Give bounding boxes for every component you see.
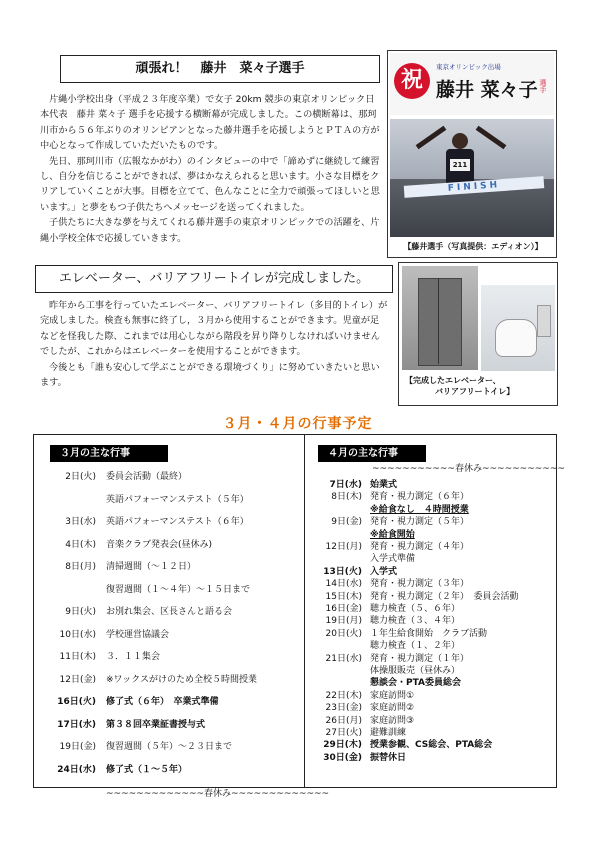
schedule-date xyxy=(304,665,362,678)
section2-title: エレベーター、バリアフリートイレが完成しました。 xyxy=(58,271,370,286)
schedule-event: 発育・視力測定（５年） xyxy=(370,517,470,528)
schedule-date xyxy=(34,494,96,507)
schedule-date: 4日(木) xyxy=(65,539,96,550)
schedule-date: 13日(火) xyxy=(323,566,362,577)
section2-body xyxy=(40,298,388,390)
schedule-event: 授業参観、CS総会、PTA総会 xyxy=(370,740,493,751)
section1-title-box xyxy=(60,55,380,83)
finish-tape: FINISH xyxy=(404,176,544,198)
schedule-date: 19日(月) xyxy=(325,616,362,627)
banner-small-text: 東京オリンピック出場 xyxy=(436,63,501,71)
schedule-event: 家庭訪問① xyxy=(370,690,415,701)
elevator-photo xyxy=(402,266,478,370)
schedule-event: ３．１１集会 xyxy=(106,652,161,662)
schedule-event: 修了式（１～５年） xyxy=(106,764,188,775)
schedule-date: 9日(金) xyxy=(331,517,362,528)
schedule-date xyxy=(304,640,362,653)
schedule-event: 発育・視力測定（３年） xyxy=(370,579,470,590)
schedule-heading: ３月・４月の行事予定 xyxy=(222,416,373,432)
schedule-event: 英語パフォーマンステスト（５年） xyxy=(106,494,249,505)
schedule-date: 12日(金) xyxy=(59,674,96,685)
schedule-date: 30日(金) xyxy=(323,752,362,763)
schedule-event: 聴力検査（５、６年） xyxy=(370,604,461,614)
schedule-date xyxy=(304,504,362,517)
facility-photo-frame xyxy=(398,262,558,406)
banner-image xyxy=(390,53,554,115)
schedule-event: 始業式 xyxy=(370,480,398,490)
schedule-date: 22日(木) xyxy=(325,690,362,701)
schedule-event: 発育・視力測定（６年） xyxy=(370,492,470,503)
section1-body xyxy=(40,92,380,246)
march-header: ３月の主な行事 xyxy=(50,445,168,462)
schedule-date: 15日(木) xyxy=(325,591,362,602)
schedule-event: 学校運営協議会 xyxy=(106,629,170,640)
schedule-event: ※ワックスがけのため全校５時間授業 xyxy=(106,674,258,685)
schedule-event: １年生給食開始 クラブ活動 xyxy=(370,628,488,639)
schedule-event: 復習週間（１～４年）～１５日まで xyxy=(106,584,251,595)
schedule-date: 12日(月) xyxy=(325,542,362,552)
runner-head xyxy=(452,133,468,149)
schedule-date xyxy=(304,677,362,690)
banner-suffix: 選手 xyxy=(539,79,547,93)
athlete-photo-frame xyxy=(387,50,557,258)
schedule-panel xyxy=(33,434,565,799)
schedule-date: 17日(水) xyxy=(57,719,96,730)
schedule-event: 発育・視力測定（４年） xyxy=(370,542,470,552)
schedule-event: 振替休日 xyxy=(370,752,407,763)
schedule-date: 8日(木) xyxy=(331,492,362,503)
schedule-event: ※給食なし ４時間授業 xyxy=(370,504,469,515)
athlete-photo-caption: 【藤井選手（写真提供：エディオン）】 xyxy=(403,242,543,251)
schedule-event: 入学式 xyxy=(370,566,398,577)
april-header: ４月の主な行事 xyxy=(318,445,426,462)
march-spring-break: ~~~~~~~~~~~~~春休み~~~~~~~~~~~~~ xyxy=(106,789,330,799)
section2-paragraph: 昨年から工事を行っていたエレベーター、バリアフリートイレ（多目的トイレ）が完成しました。検査も無事に終了し，３月から使用することができます。児童が足などを怪我した際、これまでは用心しながら階段を昇り降りしなければいけませんでしたが、これからはエレベーターを使用することができます。 xyxy=(40,300,388,358)
schedule-date: 21日(水) xyxy=(325,653,362,664)
schedule-date: 10日(水) xyxy=(59,629,96,640)
schedule-date: 27日(火) xyxy=(325,728,362,738)
schedule-date: 24日(水) xyxy=(57,764,96,775)
section2-title-box xyxy=(35,265,393,293)
april-spring-break: ~~~~~~~~~~~春休み~~~~~~~~~~~ xyxy=(372,464,565,474)
schedule-date: 23日(金) xyxy=(325,703,362,714)
schedule-event: 聴力検査（１、２年） xyxy=(370,641,461,652)
schedule-event: 入学式準備 xyxy=(370,554,416,565)
schedule-date: 11日(木) xyxy=(59,652,96,662)
celebration-seal: 祝 xyxy=(394,63,430,99)
schedule-date: 29日(木) xyxy=(323,740,362,751)
schedule-event: 復習週間（５年）～２３日まで xyxy=(106,742,233,752)
schedule-date: 7日(水) xyxy=(329,480,362,490)
section1-title: 頑張れ！ 藤井 菜々子選手 xyxy=(135,61,305,76)
schedule-event: 避難訓練 xyxy=(370,728,407,738)
schedule-date: 16日(火) xyxy=(57,697,96,707)
schedule-event: 英語パフォーマンステスト（６年） xyxy=(106,517,249,527)
bib-number: 211 xyxy=(450,159,470,171)
schedule-event: 家庭訪問③ xyxy=(370,715,415,726)
schedule-event: 発育・視力測定（１年） xyxy=(370,653,470,664)
schedule-date: 20日(火) xyxy=(325,628,362,639)
schedule-event: 聴力検査（３、４年） xyxy=(370,616,461,627)
schedule-event: 第３８回卒業証書授与式 xyxy=(106,719,206,730)
schedule-event: 懇談会・PTA委員総会 xyxy=(370,678,462,689)
schedule-date: 14日(水) xyxy=(325,579,362,590)
schedule-event: 発育・視力測定（２年） 委員会活動 xyxy=(370,591,519,602)
schedule-date xyxy=(304,553,362,566)
schedule-date: 16日(金) xyxy=(325,604,362,614)
schedule-date: 8日(月) xyxy=(65,562,96,572)
schedule-event: 委員会活動（最終） xyxy=(106,472,188,482)
facility-caption-line: バリアフリートイレ】 xyxy=(435,387,515,396)
schedule-event: 体操服販売（昼休み） xyxy=(370,666,461,676)
schedule-date: 26日(月) xyxy=(325,715,362,726)
section2-paragraph: 今後とも「誰も安心して学ぶことができる環境づくり」に努めていきたいと思います。 xyxy=(40,361,380,389)
schedule-event: 音楽クラブ発表会(昼休み) xyxy=(106,539,213,550)
schedule-date xyxy=(304,529,362,542)
schedule-date: 19日(金) xyxy=(59,742,96,752)
schedule-event: 家庭訪問② xyxy=(370,703,415,714)
schedule-event: 清掃週間（～１２日） xyxy=(106,562,197,572)
schedule-event: お別れ集会、区長さんと語る会 xyxy=(106,607,233,617)
toilet-photo xyxy=(481,285,555,371)
schedule-date xyxy=(34,584,96,597)
schedule-date: 2日(火) xyxy=(65,472,96,482)
section1-paragraph: 片縄小学校出身（平成２３年度卒業）で女子 20km 競歩の東京オリンピック日本代表 藤井 菜々子 選手を応援する横断幕が完成しました。この横断幕は、那珂川市から５６年ぶりのオリンピアンとなった藤井選手を応援しようとＰＴＡの方が中心となって作成していただいたものです。 xyxy=(40,94,380,152)
banner-name: 藤井 菜々子 xyxy=(436,79,538,101)
race-photo xyxy=(390,119,554,237)
section1-paragraph: 子供たちに大きな夢を与えてくれる藤井選手の東京オリンピックでの活躍を、片縄小学校全体で応援していきます。 xyxy=(40,217,380,244)
schedule-date: 3日(水) xyxy=(65,517,96,527)
schedule-date: 9日(火) xyxy=(65,607,96,617)
facility-photo-caption xyxy=(405,375,555,397)
schedule-event: ※給食開始 xyxy=(370,529,415,540)
section1-paragraph: 先日、那珂川市（広報なかがわ）のインタビューの中で「諦めずに継続して練習し、自分を信じることができれば、夢はかなえられると思います。小さな目標をクリアしていくことが大事。目標を立てて、色んなことに全力で頑張ってほしいと思います。」と夢をもつ子供たちへメッセージを送ってくれました。 xyxy=(40,155,380,213)
schedule-event: 修了式（６年） 卒業式準備 xyxy=(106,697,219,707)
facility-caption-line: 【完成したエレベーター、 xyxy=(405,376,501,385)
